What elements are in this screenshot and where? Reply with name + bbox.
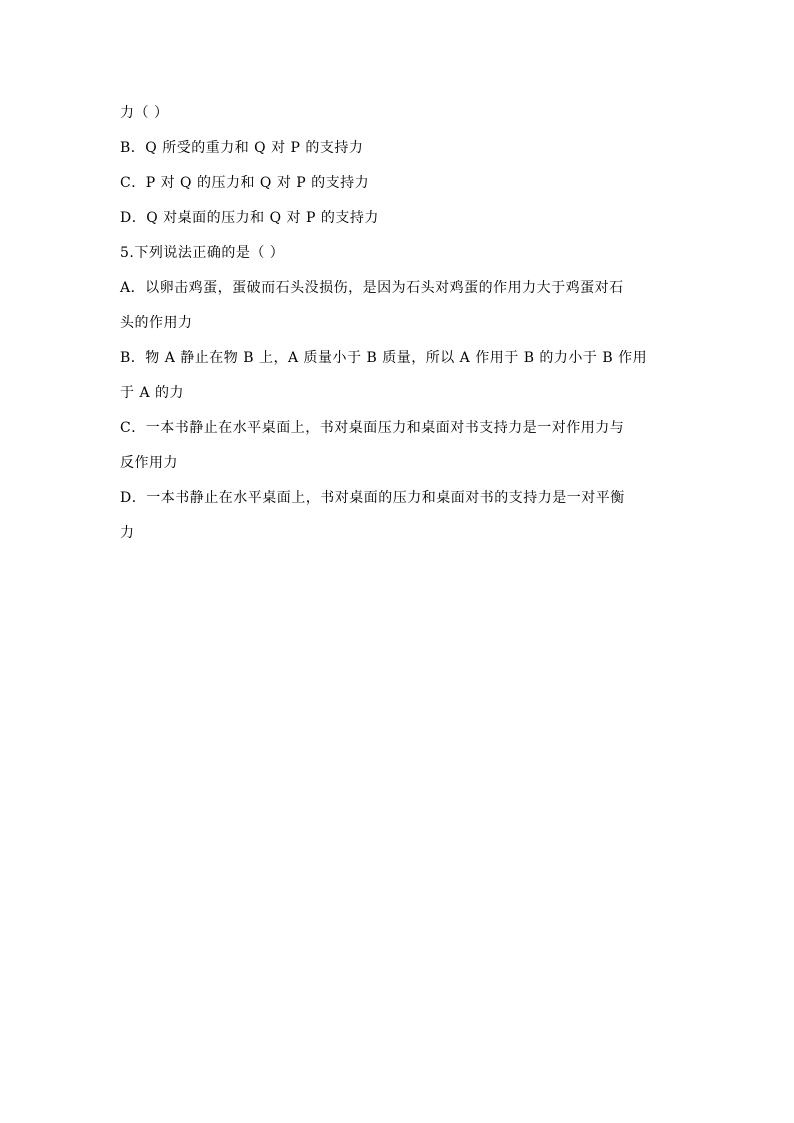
question-block	[120, 96, 680, 551]
question-5-option-b-line-1: B．物 A 静止在物 B 上，A 质量小于 B 质量，所以 A 作用于 B 的力小于 B 作用	[120, 350, 648, 366]
question-4-option-b: B．Q 所受的重力和 Q 对 P 的支持力	[120, 140, 364, 156]
question-5-option-a-line-1: A．以卵击鸡蛋，蛋破而石头没损伤，是因为石头对鸡蛋的作用力大于鸡蛋对石	[120, 280, 624, 296]
question-4-option-c: C．P 对 Q 的压力和 Q 对 P 的支持力	[120, 175, 370, 191]
question-5-stem: 5.下列说法正确的是（ ）	[120, 245, 285, 261]
question-4-option-d: D．Q 对桌面的压力和 Q 对 P 的支持力	[120, 210, 379, 226]
question-5-option-a-line-2: 头的作用力	[120, 315, 193, 331]
question-4-stem-tail: 力（ ）	[120, 105, 169, 121]
question-5-option-c-line-1: C．一本书静止在水平桌面上，书对桌面压力和桌面对书支持力是一对作用力与	[120, 420, 625, 436]
question-5-option-b-line-2: 于 A 的力	[120, 385, 185, 401]
question-5-option-d-line-1: D．一本书静止在水平桌面上，书对桌面的压力和桌面对书的支持力是一对平衡	[120, 490, 625, 506]
question-5-option-c-line-2: 反作用力	[120, 455, 178, 471]
question-5-option-d-line-2: 力	[120, 525, 135, 541]
